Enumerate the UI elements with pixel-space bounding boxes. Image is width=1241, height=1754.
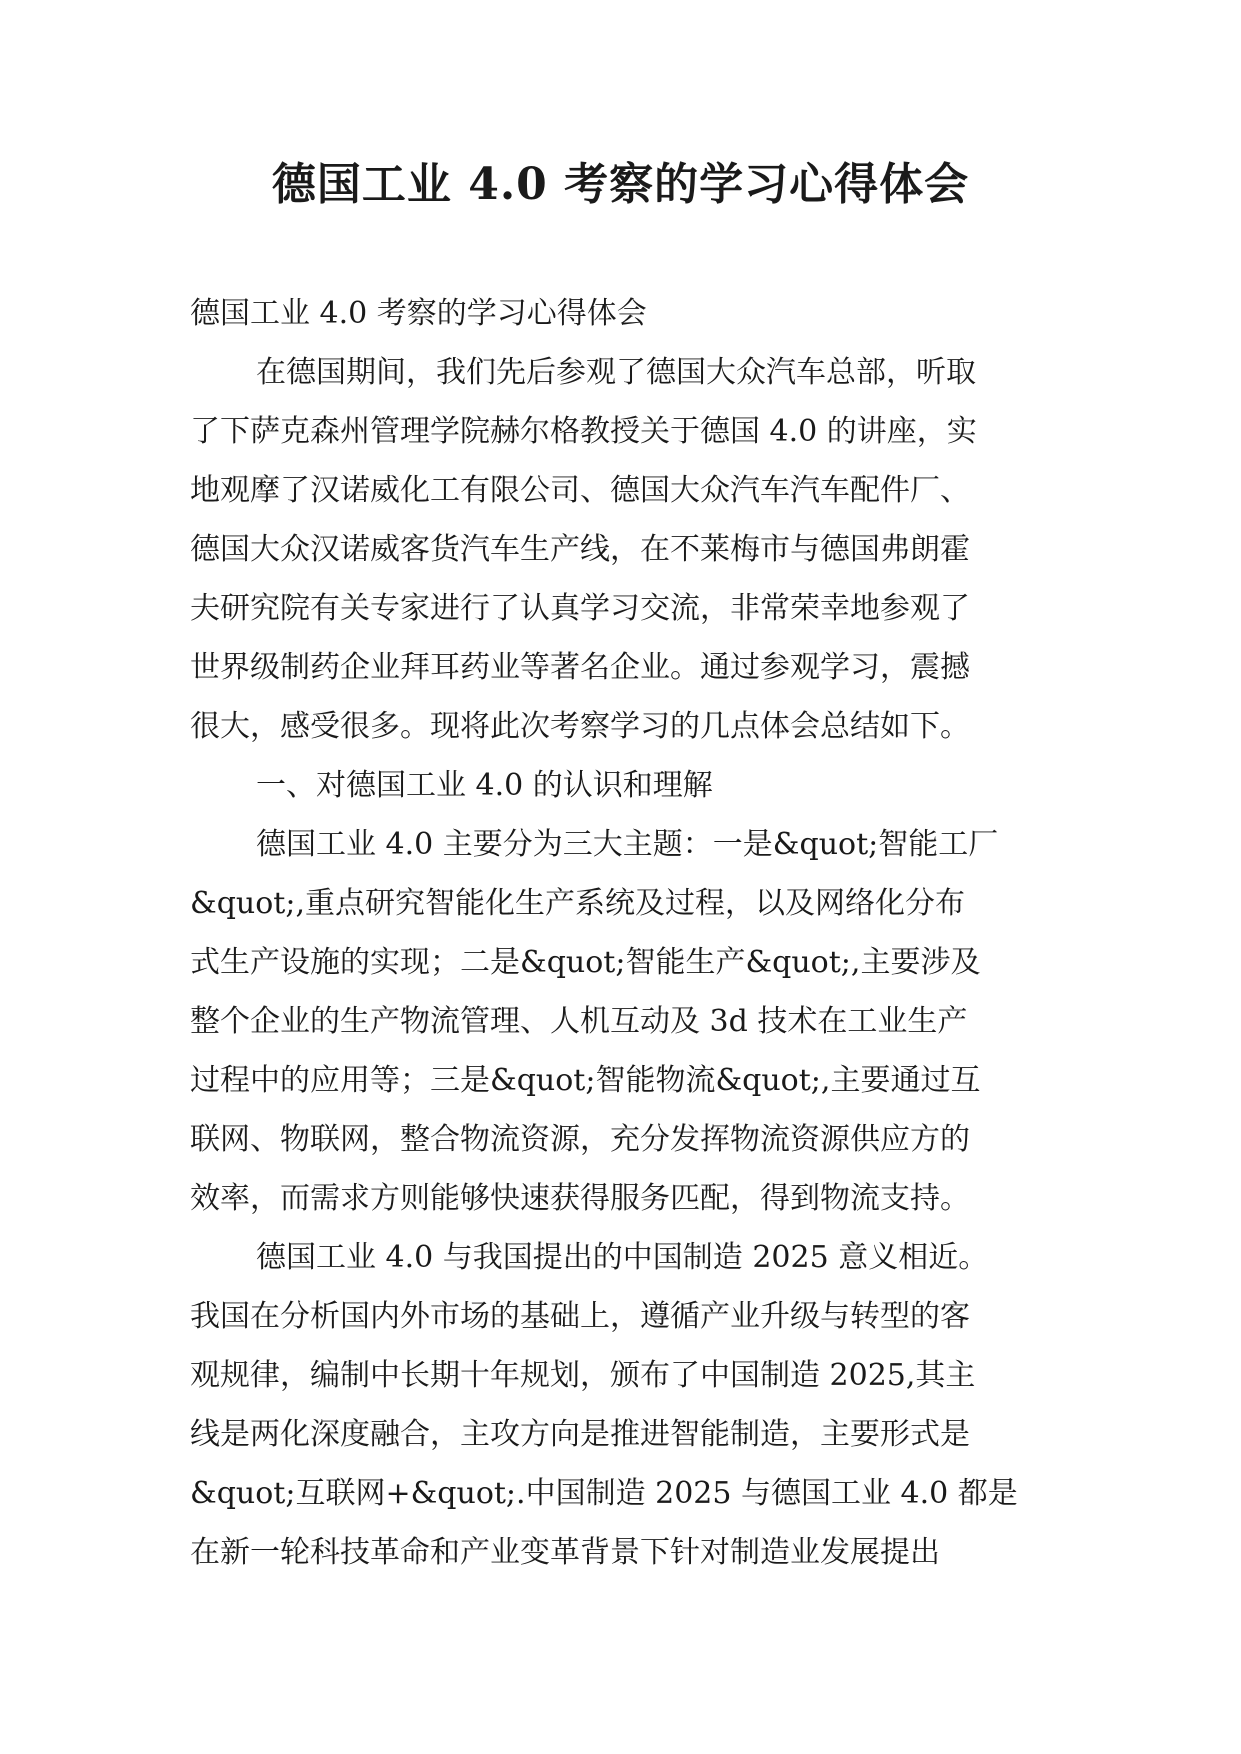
text-line: 了下萨克森州管理学院赫尔格教授关于德国 4.0 的讲座，实 [190, 414, 977, 449]
text-line: 效率，而需求方则能够快速获得服务匹配，得到物流支持。 [190, 1181, 970, 1216]
text-line: 联网、物联网，整合物流资源，充分发挥物流资源供应方的 [190, 1122, 970, 1157]
text-line: 线是两化深度融合，主攻方向是推进智能制造，主要形式是 [190, 1417, 970, 1452]
text-line: 地观摩了汉诺威化工有限公司、德国大众汽车汽车配件厂、 [190, 473, 970, 508]
text-line: 德国工业 4.0 主要分为三大主题：一是&quot;智能工厂 [256, 827, 999, 862]
text-line: 我国在分析国内外市场的基础上，遵循产业升级与转型的客 [190, 1299, 970, 1334]
text-line: 在新一轮科技革命和产业变革背景下针对制造业发展提出 [190, 1535, 940, 1570]
text-line: 整个企业的生产物流管理、人机互动及 3d 技术在工业生产 [190, 1004, 968, 1039]
document-subtitle: 德国工业 4.0 考察的学习心得体会 [190, 296, 647, 331]
text-line: 观规律，编制中长期十年规划，颁布了中国制造 2025,其主 [190, 1358, 976, 1393]
text-line: 德国大众汉诺威客货汽车生产线，在不莱梅市与德国弗朗霍 [190, 532, 970, 567]
document-title: 德国工业 4.0 考察的学习心得体会 [271, 159, 970, 210]
text-line: 德国工业 4.0 与我国提出的中国制造 2025 意义相近。 [256, 1240, 989, 1275]
text-line: 夫研究院有关专家进行了认真学习交流，非常荣幸地参观了 [190, 591, 970, 626]
text-line: &quot;互联网+&quot;.中国制造 2025 与德国工业 4.0 都是 [190, 1476, 1018, 1511]
text-line: &quot;,重点研究智能化生产系统及过程，以及网络化分布 [190, 886, 965, 921]
document-body [190, 284, 1070, 1582]
text-line: 很大，感受很多。现将此次考察学习的几点体会总结如下。 [190, 709, 970, 744]
text-line: 式生产设施的实现；二是&quot;智能生产&quot;,主要涉及 [190, 945, 981, 980]
text-line: 在德国期间，我们先后参观了德国大众汽车总部，听取 [256, 355, 976, 390]
text-line: 世界级制药企业拜耳药业等著名企业。通过参观学习，震撼 [190, 650, 970, 685]
text-line: 过程中的应用等；三是&quot;智能物流&quot;,主要通过互 [190, 1063, 981, 1098]
text-line: 一、对德国工业 4.0 的认识和理解 [256, 768, 713, 803]
